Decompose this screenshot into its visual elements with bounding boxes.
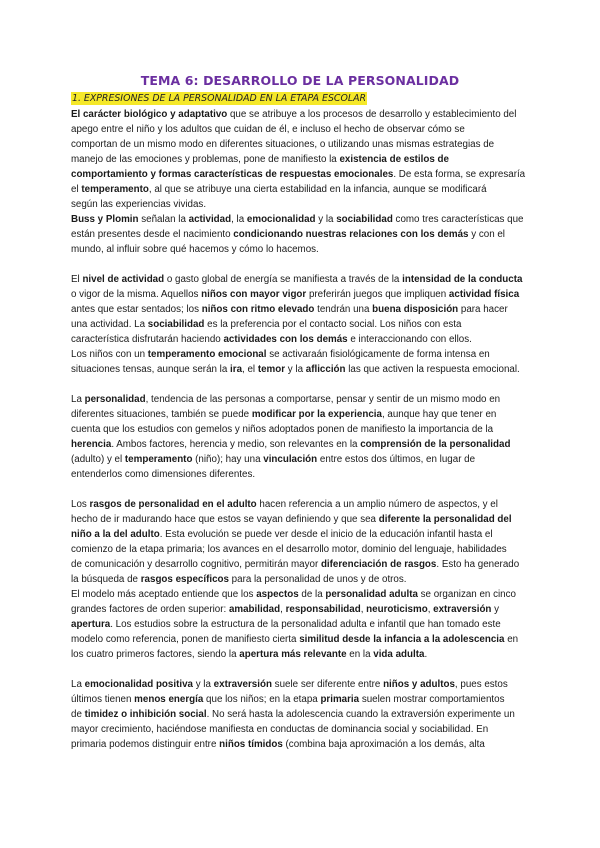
text-line — [71, 122, 531, 137]
paragraph — [71, 107, 531, 257]
text-line — [71, 602, 531, 617]
text-run: El — [71, 274, 83, 285]
page-title: TEMA 6: DESARROLLO DE LA PERSONALIDAD — [140, 73, 460, 88]
bold-text: timidez o inhibición social — [84, 709, 207, 720]
text-line — [71, 677, 531, 692]
bold-text: rasgos de personalidad en el adulto — [89, 499, 257, 510]
text-run: últimos tienen — [71, 694, 135, 705]
paragraph — [71, 677, 531, 752]
bold-text: comportamiento y formas características de respuestas emocionales — [71, 169, 394, 180]
bold-text: rasgos específicos — [140, 574, 229, 585]
text-line — [71, 347, 531, 362]
text-line — [71, 737, 531, 752]
bold-text: extraversión — [213, 679, 272, 690]
text-run: suele ser diferente entre — [271, 679, 384, 690]
document-body — [71, 107, 531, 752]
text-run: La — [71, 679, 85, 690]
bold-text: herencia — [71, 439, 112, 450]
text-line — [71, 557, 531, 572]
text-run: de la — [298, 589, 326, 600]
text-line — [71, 407, 531, 422]
text-run: que se atribuye a los procesos de desarrollo y establecimiento del — [227, 109, 517, 120]
text-run: y la — [285, 364, 306, 375]
bold-text: temperamento — [124, 454, 193, 465]
text-run: hacen referencia a un amplio número de aspectos, y el — [256, 499, 498, 510]
text-run: cuenta que los estudios con gemelos y niños adoptados ponen de manifiesto la importancia de la — [71, 424, 494, 435]
text-run: es la preferencia por el contacto social. Los niños con esta — [204, 319, 462, 330]
text-line — [71, 317, 531, 332]
bold-text: condicionando nuestras relaciones con los demás — [233, 229, 469, 240]
text-run: suelen mostrar comportamientos — [359, 694, 505, 705]
text-run: , tendencia de las personas a comportarse, pensar y sentir de un mismo modo en — [145, 394, 501, 405]
text-run: o vigor de la misma. Aquellos — [71, 289, 202, 300]
text-run: los cuatro primeros factores, siendo la — [71, 649, 240, 660]
text-run: (adulto) y el — [71, 454, 125, 465]
bold-text: responsabilidad — [285, 604, 361, 615]
text-run: señalan la — [138, 214, 189, 225]
text-run: . Los estudios sobre la estructura de la personalidad adulta e infantil que han tomado este — [110, 619, 501, 630]
text-run: las que activen la respuesta emocional. — [345, 364, 520, 375]
text-run: en — [504, 634, 519, 645]
text-line — [71, 107, 531, 122]
text-run: para hacer — [458, 304, 508, 315]
text-run: que los niños; en la etapa — [203, 694, 321, 705]
text-line — [71, 287, 531, 302]
text-run: situaciones tensas, aunque serán la — [71, 364, 231, 375]
text-line — [71, 497, 531, 512]
text-run: (niño); hay una — [192, 454, 264, 465]
bold-text: temor — [257, 364, 286, 375]
bold-text: vida adulta — [373, 649, 425, 660]
text-line — [71, 647, 531, 662]
text-line — [71, 512, 531, 527]
bold-text: neuroticismo — [366, 604, 428, 615]
text-run: . Esta evolución se puede ver desde el inicio de la educación infantil hasta el — [159, 529, 493, 540]
text-line — [71, 632, 531, 647]
text-line — [71, 137, 531, 152]
text-run: , — [427, 604, 434, 615]
text-run: el — [71, 184, 82, 195]
text-run: modelo como referencia, ponen de manifiesto cierta — [71, 634, 300, 645]
text-run: , al que se atribuye una cierta estabilidad en la infancia, aunque se modificará — [148, 184, 487, 195]
text-run: para la personalidad de unos y de otros. — [228, 574, 407, 585]
text-run: . Esto ha generado — [436, 559, 520, 570]
text-line — [71, 422, 531, 437]
text-run: Los — [71, 499, 90, 510]
bold-text: amabilidad — [228, 604, 281, 615]
text-run: según las experiencias vividas. — [71, 199, 207, 210]
bold-text: menos energía — [134, 694, 204, 705]
text-line — [71, 167, 531, 182]
bold-text: El carácter biológico y adaptativo — [71, 109, 228, 120]
bold-text: similitud desde la infancia a la adolescencia — [299, 634, 505, 645]
bold-text: modificar por la experiencia — [251, 409, 382, 420]
text-line — [71, 467, 531, 482]
text-run: . — [424, 649, 428, 660]
text-run: y la — [192, 679, 214, 690]
text-line — [71, 452, 531, 467]
text-run: grandes factores de orden superior: — [71, 604, 229, 615]
bold-text: buena disposición — [372, 304, 459, 315]
text-run: . Ambos factores, herencia y medio, son relevantes en la — [111, 439, 361, 450]
text-run: , el — [242, 364, 258, 375]
bold-text: Buss y Plomin — [71, 214, 139, 225]
bold-text: diferenciación de rasgos — [320, 559, 437, 570]
text-run: de — [71, 709, 85, 720]
bold-text: aflicción — [305, 364, 346, 375]
text-run: y la — [315, 214, 337, 225]
bold-text: sociabilidad — [147, 319, 205, 330]
bold-text: vinculación — [263, 454, 318, 465]
text-run: diferentes situaciones, también se puede — [71, 409, 252, 420]
text-run: la búsqueda de — [71, 574, 141, 585]
bold-text: intensidad de la conducta — [402, 274, 523, 285]
text-run: (combina baja aproximación a los demás, alta — [282, 739, 485, 750]
text-line — [71, 572, 531, 587]
text-run: . No será hasta la adolescencia cuando la extraversión experimente un — [206, 709, 515, 720]
text-run: comportan de un mismo modo en diferentes situaciones, o utilizando unas mismas estrategias de — [71, 139, 495, 150]
bold-text: actividad física — [448, 289, 520, 300]
bold-text: diferente la personalidad del — [378, 514, 512, 525]
text-run: e interaccionando con ellos. — [347, 334, 472, 345]
text-run: en la — [346, 649, 374, 660]
bold-text: ira — [230, 364, 243, 375]
text-line — [71, 302, 531, 317]
text-line — [71, 197, 531, 212]
text-line — [71, 437, 531, 452]
text-line — [71, 152, 531, 167]
text-line — [71, 617, 531, 632]
text-line — [71, 587, 531, 602]
bold-text: apertura — [71, 619, 111, 630]
text-run: Los niños con un — [71, 349, 148, 360]
paragraph — [71, 392, 531, 482]
bold-text: comprensión de la personalidad — [360, 439, 511, 450]
text-line — [71, 272, 531, 287]
text-run: de comunicación y desarrollo cognitivo, permitirán mayor — [71, 559, 321, 570]
bold-text: aspectos — [256, 589, 299, 600]
text-run: entenderlos como dimensiones diferentes. — [71, 469, 256, 480]
text-run: o gasto global de energía se manifiesta a través de la — [164, 274, 403, 285]
text-run: , — [360, 604, 367, 615]
paragraph — [71, 497, 531, 662]
bold-text: primaria — [320, 694, 360, 705]
text-line — [71, 362, 531, 377]
bold-text: extraversión — [433, 604, 492, 615]
text-line — [71, 332, 531, 347]
bold-text: sociabilidad — [336, 214, 393, 225]
bold-text: actividad — [188, 214, 232, 225]
text-run: mayor crecimiento, haciéndose manifiesta en conductas de dominancia social y sociabilidad. En — [71, 724, 489, 735]
bold-text: personalidad adulta — [325, 589, 418, 600]
section-heading: 1. EXPRESIONES DE LA PERSONALIDAD EN LA ETAPA ESCOLAR — [72, 93, 366, 104]
text-run: y — [491, 604, 500, 615]
bold-text: actividades con los demás — [223, 334, 348, 345]
bold-text: niños tímidos — [219, 739, 283, 750]
text-run: , — [280, 604, 286, 615]
bold-text: niño a la del adulto — [71, 529, 160, 540]
text-run: . De esta forma, se expresaría — [393, 169, 526, 180]
text-run: como tres características que — [392, 214, 524, 225]
text-run: , pues estos — [454, 679, 508, 690]
bold-text: temperamento — [81, 184, 149, 195]
text-line — [71, 692, 531, 707]
bold-text: niños con ritmo elevado — [201, 304, 315, 315]
bold-text: emocionalidad — [246, 214, 316, 225]
bold-text: niños y adultos — [383, 679, 455, 690]
text-run: hecho de ir madurando hace que estos se vayan definiendo y que sea — [71, 514, 379, 525]
bold-text: emocionalidad positiva — [84, 679, 193, 690]
bold-text: temperamento emocional — [147, 349, 267, 360]
text-run: primaria podemos distinguir entre — [71, 739, 220, 750]
paragraph — [71, 272, 531, 377]
bold-text: personalidad — [84, 394, 146, 405]
text-run: mundo, al influir sobre qué hacemos y cómo lo hacemos. — [71, 244, 319, 255]
text-line — [71, 527, 531, 542]
text-run: apego entre el niño y los adultos que cuidan de él, e incluso el hecho de observar cómo se — [71, 124, 465, 135]
text-line — [71, 542, 531, 557]
text-line — [71, 212, 531, 227]
text-run: se activaraán fisiológicamente de forma intensa en — [266, 349, 490, 360]
text-run: una actividad. La — [71, 319, 148, 330]
text-line — [71, 182, 531, 197]
text-line — [71, 392, 531, 407]
text-run: se organizan en cinco — [417, 589, 516, 600]
text-run: , la — [231, 214, 247, 225]
text-run: están presentes desde el nacimiento — [71, 229, 234, 240]
text-run: y con el — [468, 229, 505, 240]
text-line — [71, 227, 531, 242]
bold-text: nivel de actividad — [82, 274, 165, 285]
bold-text: existencia de estilos de — [339, 154, 449, 165]
text-run: El modelo más aceptado entiende que los — [71, 589, 257, 600]
text-run: La — [71, 394, 85, 405]
text-run: entre estos dos últimos, en lugar de — [317, 454, 476, 465]
text-run: tendrán una — [314, 304, 373, 315]
text-run: manejo de las emociones y problemas, pone de manifiesto la — [71, 154, 340, 165]
text-run: antes que estar sentados; los — [71, 304, 202, 315]
text-run: característica disfrutarán haciendo — [71, 334, 224, 345]
text-line — [71, 242, 531, 257]
text-run: preferirán juegos que impliquen — [306, 289, 449, 300]
bold-text: niños con mayor vigor — [201, 289, 307, 300]
text-run: , aunque hay que tener en — [381, 409, 497, 420]
text-line — [71, 707, 531, 722]
text-run: comienzo de la etapa primaria; los avances en el desarrollo motor, dominio del lenguaje, habilidades — [71, 544, 507, 555]
bold-text: apertura más relevante — [239, 649, 347, 660]
text-line — [71, 722, 531, 737]
